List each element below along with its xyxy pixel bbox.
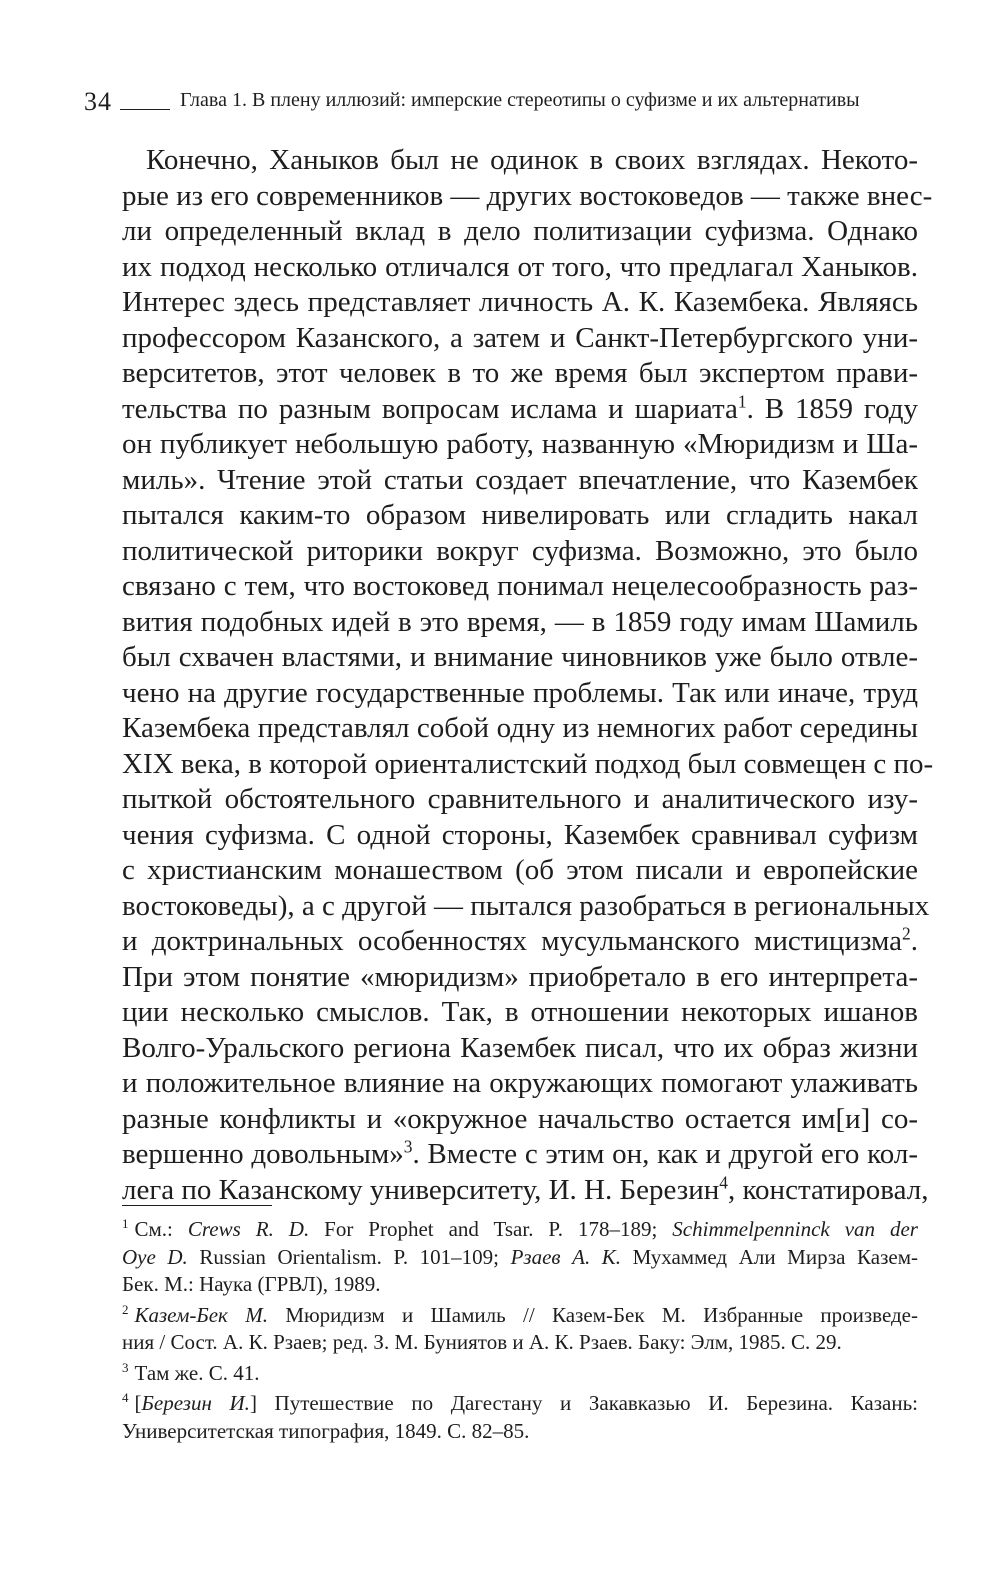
text-line: Конечно, Ханыков был не одинок в своих взглядах. Некото- [146,144,918,176]
text-line: Интерес здесь представляет личность А. К. Казембека. Являясь [122,286,918,318]
text-line: XIX века, в которой ориенталистский подход был совмещен с по- [122,747,934,780]
text-line: востоковеды), а с другой — пытался разобраться в региональных [122,889,930,922]
footnote-ref-2[interactable]: 2 [902,923,911,944]
text-line: их подход несколько отличался от того, что предлагал Ханыков. [122,250,918,283]
main-text [122,143,934,1208]
text-line: верситетов, этот человек в то же время был экспертом прави- [122,357,918,389]
text-fragment: лега по Казанскому университету, И. Н. Березин [122,1173,720,1206]
text-line: профессором Казанского, а затем и Санкт-Петербургского уни- [122,321,918,354]
text-line: ли определенный вклад в дело политизации суфизма. Однако [122,215,918,247]
footnote-text: ] Путешествие по Дагестану и Закавказью И. Березина. Казань: [249,1391,918,1415]
text-line: пыткой обстоятельного сравнительного и аналитического изу- [122,783,918,815]
text-line: рые из его современников — других востоковедов — также внес- [122,179,933,212]
text-line [122,1171,929,1209]
footnote-ref-3[interactable]: 3 [403,1136,413,1157]
footnote-text: Мюридизм и Шамиль // Казем-Бек М. Избранные произведе- [267,1302,918,1327]
text-line: вития подобных идей в это время, — в 1859 году имам Шамиль [122,605,918,638]
text-line [122,1137,918,1173]
text-line: был схвачен властями, и внимание чиновников уже было отвле- [122,641,918,673]
footnotes [122,1216,918,1445]
footnote-author: Schimmelpenninck van der [672,1217,918,1241]
footnote-text: Russian Orientalism. P. 101–109; [187,1244,511,1269]
footnote-author: Crews R. D. [187,1217,310,1241]
footnote-separator [122,1205,272,1206]
text-line: Волго-Уральского региона Казембек писал, что их образ жизни [122,1031,918,1064]
text-fragment: вершенно довольным» [122,1138,404,1170]
text-fragment: . [910,925,918,957]
footnote-mark: 3 [122,1359,129,1375]
footnote-2-line [122,1302,918,1330]
text-line: При этом понятие «мюридизм» приобретало в его интерпрета- [122,960,918,993]
footnote-mark: 2 [122,1301,129,1317]
footnote-text: Там же. С. 41. [134,1360,260,1385]
footnote-text: Мухаммед Али Мирза Казем- [621,1244,918,1269]
running-header [84,83,919,123]
text-line: разные конфликты и «окружное начальство остается им[и] со- [122,1102,918,1135]
text-fragment: , констатировал, [727,1173,929,1206]
footnote-1-line [122,1216,918,1244]
footnote-author: Oye D. [122,1244,188,1269]
footnote-author: Рзаев А. К. [510,1244,622,1269]
header-rule [120,109,170,110]
text-line: миль». Чтение этой статьи создает впечатление, что Казембек [122,463,918,496]
text-line: чено на другие государственные проблемы. Так или иначе, труд [122,676,918,709]
footnote-text: [ [134,1391,142,1415]
text-line [122,392,918,428]
footnote-3-line [122,1360,918,1388]
text-line: ции несколько смыслов. Так, в отношении некоторых ишанов [122,996,918,1028]
footnote-author: Березин И. [141,1391,250,1415]
footnote-1-line: Бек. М.: Наука (ГРВЛ), 1989. [122,1272,381,1296]
footnote-text: См.: [134,1217,188,1241]
footnote-1-line [122,1244,918,1272]
text-line: политической риторики вокруг суфизма. Возможно, это было [122,534,918,567]
footnote-ref-4[interactable]: 4 [719,1171,728,1192]
footnote-author: Казем-Бек М. [134,1302,268,1327]
running-title: Глава 1. В плену иллюзий: имперские стереотипы о суфизме и их альтернативы [180,89,860,111]
footnote-text: For Prophet and Tsar. P. 178–189; [309,1217,673,1241]
text-line [122,924,918,960]
text-line: связано с тем, что востоковед понимал нецелесообразность раз- [122,570,918,602]
footnote-4-line: Университетская типография, 1849. С. 82–85. [122,1418,530,1443]
footnote-ref-1[interactable]: 1 [737,390,747,411]
text-line: и положительное влияние на окружающих помогают улаживать [122,1067,918,1099]
page-number: 34 [84,87,112,116]
text-line: чения суфизма. С одной стороны, Казембек сравнивал суфизм [122,818,918,851]
text-fragment: и доктринальных особенностях мусульманского мистицизма [122,925,903,957]
footnote-4-line [122,1390,918,1418]
text-line: Казембека представлял собой одну из немногих работ середины [122,712,918,744]
footnote-mark: 1 [122,1216,129,1231]
text-line: пытался каким-то образом нивелировать или сгладить накал [122,499,918,531]
footnote-2-line: ния / Сост. А. К. Рзаев; ред. З. М. Буниятов и А. К. Рзаев. Баку: Элм, 1985. С. 29. [122,1330,842,1354]
text-line: с христианским монашеством (об этом писали и европейские [122,854,918,886]
text-fragment: . В 1859 году [746,392,918,425]
text-fragment: тельства по разным вопросам ислама и шариата [122,392,738,425]
footnote-mark: 4 [122,1390,129,1405]
text-fragment: . Вместе с этим он, как и другой его кол- [412,1138,918,1170]
text-line: он публикует небольшую работу, названную «Мюридизм и Ша- [122,428,918,460]
